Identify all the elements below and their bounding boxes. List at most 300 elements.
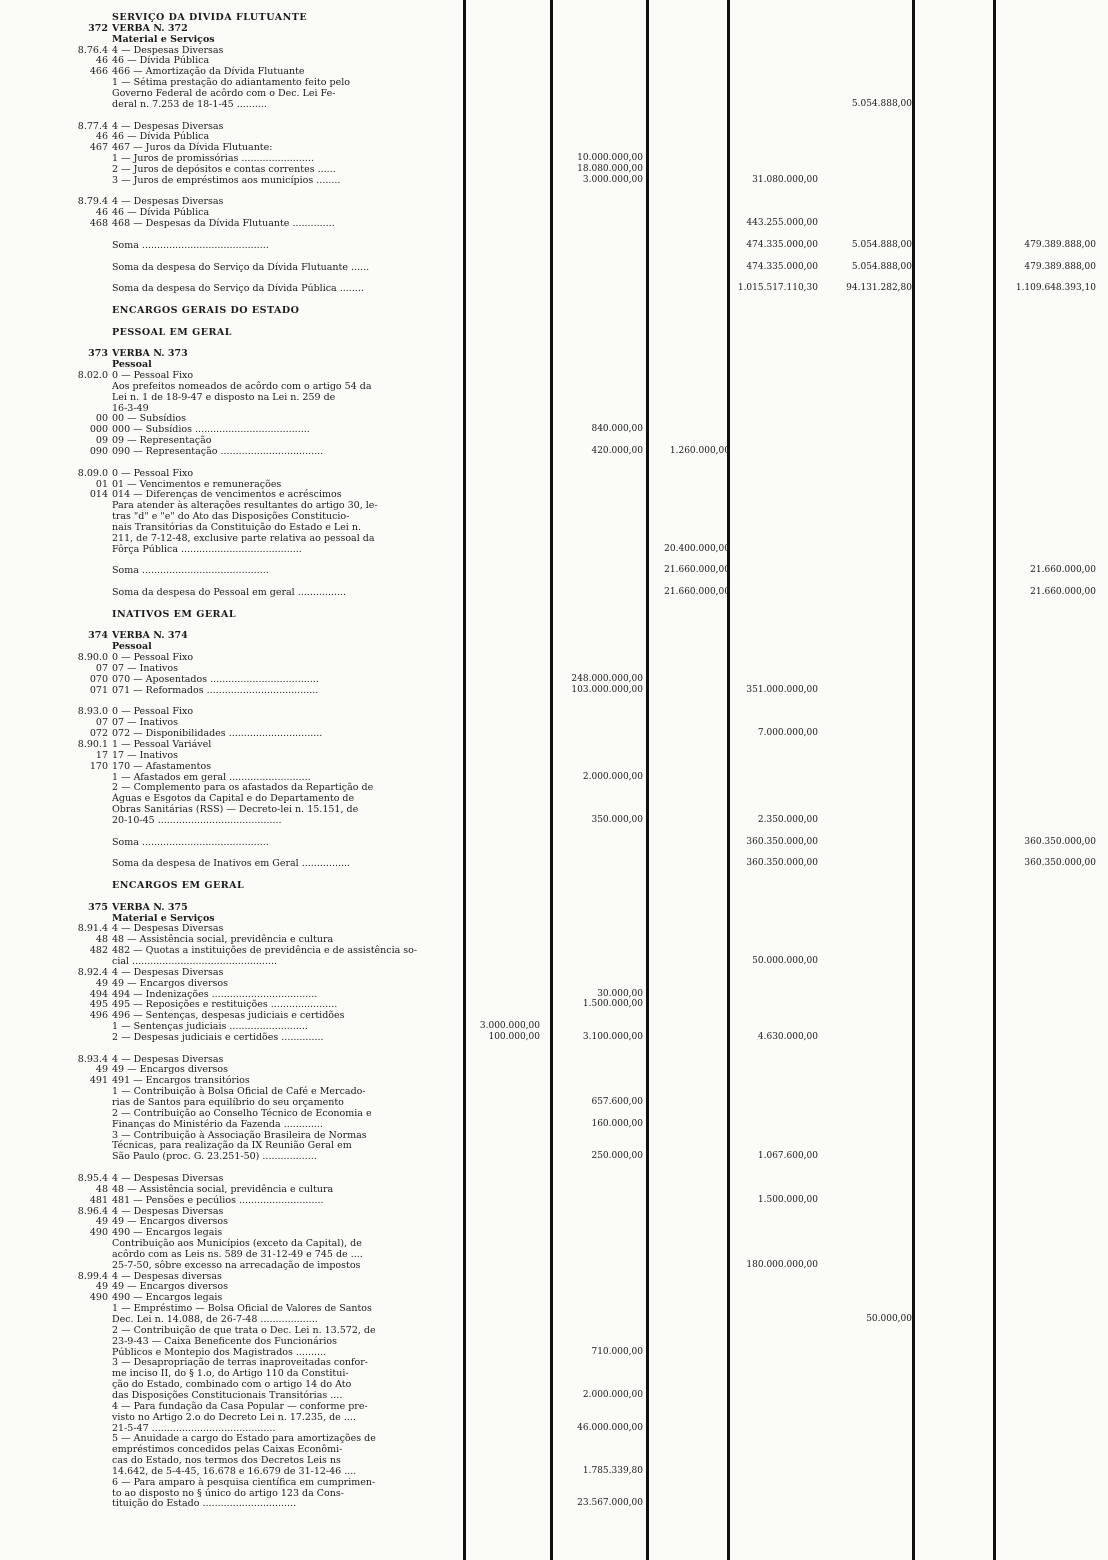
amount-c2: 23.567.000,00	[577, 1498, 643, 1509]
amount-c2: 248.000.000,00	[571, 673, 643, 684]
ledger-line	[0, 435, 1108, 446]
ledger-line	[0, 207, 1108, 218]
amount-c4: 474.335.000,00	[746, 261, 818, 272]
line-description: 5 — Anuidade a cargo do Estado para amortizações de	[112, 1433, 376, 1445]
ledger-line	[0, 1140, 1108, 1151]
ledger-line	[0, 66, 1108, 77]
line-code: 8.95.4	[77, 1172, 108, 1184]
ledger-line	[0, 880, 1108, 891]
line-description: 466 — Amortização da Dívida Flutuante	[112, 66, 305, 78]
line-description: VERBA N. 374	[112, 630, 188, 642]
ledger-line	[0, 131, 1108, 142]
line-description: Pessoal	[112, 359, 152, 371]
line-description: 2 — Juros de depósitos e contas correntes ......	[112, 163, 336, 175]
ledger-line	[0, 1336, 1108, 1347]
line-description: 0 — Pessoal Fixo	[112, 706, 194, 718]
line-code: 8.96.4	[77, 1205, 108, 1217]
ledger-line	[0, 175, 1108, 186]
ledger-line	[0, 77, 1108, 88]
line-description: 4 — Despesas Diversas	[112, 1205, 224, 1217]
ledger-line	[0, 251, 1108, 262]
ledger-line	[0, 1238, 1108, 1249]
line-description: 000 — Subsídios ......................................	[112, 424, 310, 436]
line-code: 48	[95, 934, 108, 946]
line-code: 8.91.4	[77, 923, 108, 935]
ledger-line	[0, 739, 1108, 750]
ledger-line	[0, 576, 1108, 587]
line-code: 48	[95, 1183, 108, 1195]
line-description: Soma da despesa de Inativos em Geral ................	[112, 858, 351, 870]
line-description: 46 — Dívida Pública	[112, 131, 210, 143]
line-description: 4 — Despesas Diversas	[112, 1172, 224, 1184]
ledger-line	[0, 23, 1108, 34]
line-description: 4 — Despesas Diversas	[112, 1053, 224, 1065]
ledger-line	[0, 424, 1108, 435]
amount-c5: 50.000,00	[866, 1314, 912, 1324]
line-description: Soma da despesa do Serviço da Dívida Flutuante ......	[112, 261, 370, 273]
ledger-line	[0, 902, 1108, 913]
ledger-line	[0, 522, 1108, 533]
line-description: Públicos e Montepio dos Magistrados ..........	[112, 1346, 327, 1358]
line-code: 46	[95, 55, 108, 67]
line-description: Soma ..........................................	[112, 836, 269, 848]
ledger-line	[0, 1195, 1108, 1206]
ledger-line	[0, 88, 1108, 99]
amount-c3: 20.400.000,00	[664, 543, 730, 554]
ledger-line	[0, 782, 1108, 793]
line-description: 16-3-49	[112, 402, 149, 414]
line-description: cial ................................................	[112, 955, 278, 967]
ledger-line	[0, 1043, 1108, 1054]
line-description: 25-7-50, sôbre excesso na arrecadação de impostos	[112, 1259, 361, 1271]
line-code: 090	[89, 446, 108, 457]
line-code: 8.77.4	[77, 120, 108, 132]
line-description: 09 — Representação	[112, 435, 212, 447]
ledger-line	[0, 1379, 1108, 1390]
amount-c4: 360.350.000,00	[746, 836, 818, 847]
line-description: 0 — Pessoal Fixo	[112, 370, 194, 382]
ledger-line	[0, 706, 1108, 717]
line-description: 4 — Despesas Diversas	[112, 120, 224, 132]
amount-c2: 103.000.000,00	[571, 684, 643, 695]
line-description: 1 — Pessoal Variável	[112, 738, 212, 750]
amount-c1: 100.000,00	[488, 1031, 540, 1042]
line-description: 48 — Assistência social, previdência e cultura	[112, 1183, 334, 1195]
amount-c2: 30.000,00	[597, 988, 643, 999]
amount-c4: 351.000.000,00	[746, 684, 818, 695]
amount-c4: 443.255.000,00	[746, 218, 818, 229]
ledger-line	[0, 565, 1108, 576]
ledger-line	[0, 1010, 1108, 1021]
amount-c2: 10.000.000,00	[577, 153, 643, 164]
amount-c5: 94.131.282,80	[846, 283, 912, 294]
line-code: 071	[89, 684, 108, 696]
ledger-line	[0, 327, 1108, 338]
ledger-line	[0, 1021, 1108, 1032]
line-code: 46	[95, 131, 108, 143]
line-description: Aos prefeitos nomeados de acôrdo com o artigo 54 da	[112, 380, 372, 392]
ledger-line	[0, 381, 1108, 392]
ledger-line	[0, 164, 1108, 175]
line-description: nais Transitórias da Constituição do Estado e Lei n.	[112, 521, 361, 533]
line-code: 8.93.0	[77, 706, 108, 718]
line-description: ção do Estado, combinado com o artigo 14 do Ato	[112, 1379, 352, 1391]
ledger-line	[0, 609, 1108, 620]
ledger-line	[0, 294, 1108, 305]
line-description: 49 — Encargos diversos	[112, 1281, 229, 1293]
ledger-line	[0, 1086, 1108, 1097]
line-description: rias de Santos para equilíbrio do seu orçamento	[112, 1097, 344, 1108]
line-description: 07 — Inativos	[112, 663, 178, 674]
amount-c4: 1.500.000,00	[757, 1194, 818, 1205]
line-code: 07	[95, 663, 108, 674]
line-code: 49	[95, 1064, 108, 1076]
line-description: 494 — Indenizações ...................................	[112, 988, 318, 1000]
line-description: 4 — Despesas Diversas	[112, 966, 224, 978]
line-description: 4 — Para fundação da Casa Popular — conforme pre-	[112, 1400, 368, 1412]
line-description: 46 — Dívida Pública	[112, 207, 210, 219]
ledger-line	[0, 1097, 1108, 1108]
line-code: 8.90.0	[77, 652, 108, 664]
ledger-line	[0, 121, 1108, 132]
ledger-line	[0, 370, 1108, 381]
line-description: 496 — Sentenças, despesas judiciais e certidões	[112, 1010, 345, 1022]
amount-c3: 1.260.000,00	[669, 446, 730, 456]
ledger-line	[0, 804, 1108, 815]
line-code: 49	[95, 977, 108, 989]
line-description: Material e Serviços	[112, 912, 215, 924]
ledger-line	[0, 945, 1108, 956]
amount-c6: 1.109.648.393,10	[1015, 283, 1096, 294]
amount-c4: 31.080.000,00	[752, 174, 818, 185]
line-description: 490 — Encargos legais	[112, 1227, 223, 1239]
line-description: to ao disposto no § único do artigo 123 da Cons-	[112, 1487, 344, 1499]
ledger-line	[0, 934, 1108, 945]
line-description: visto no Artigo 2.o do Decreto Lei n. 17.235, de ....	[112, 1411, 356, 1423]
ledger-line	[0, 750, 1108, 761]
line-description: 072 — Disponibilidades ...............................	[112, 728, 323, 740]
amount-c3: 21.660.000,00	[664, 587, 730, 598]
amount-c2: 18.080.000,00	[577, 163, 643, 174]
amount-c2: 1.500.000,00	[582, 999, 643, 1010]
ledger-line	[0, 1477, 1108, 1488]
ledger-line	[0, 1357, 1108, 1368]
ledger-line	[0, 218, 1108, 229]
line-description: Soma ..........................................	[112, 565, 269, 577]
ledger-line	[0, 153, 1108, 164]
line-code: 49	[95, 1216, 108, 1228]
line-description: 3 — Contribuição à Associação Brasileira de Normas	[112, 1129, 367, 1141]
line-description: 170 — Afastamentos	[112, 760, 212, 772]
amount-c2: 3.000.000,00	[582, 174, 643, 185]
ledger-line	[0, 1433, 1108, 1444]
ledger-line	[0, 674, 1108, 685]
line-description: 07 — Inativos	[112, 717, 178, 729]
line-code: 49	[95, 1281, 108, 1293]
line-code: 490	[89, 1292, 108, 1304]
line-description: 3 — Desapropriação de terras inaproveitadas confor-	[112, 1357, 369, 1369]
line-description: ENCARGOS EM GERAL	[112, 880, 245, 891]
line-description: Soma ..........................................	[112, 239, 269, 251]
line-description: VERBA N. 373	[112, 348, 188, 360]
line-description: Pessoal	[112, 641, 152, 653]
ledger-line	[0, 1444, 1108, 1455]
ledger-line	[0, 620, 1108, 631]
ledger-line	[0, 468, 1108, 479]
ledger-line	[0, 1130, 1108, 1141]
ledger-line	[0, 316, 1108, 327]
line-description: 49 — Encargos diversos	[112, 977, 229, 989]
amount-c6: 360.350.000,00	[1024, 858, 1096, 869]
ledger-line	[0, 392, 1108, 403]
ledger-line	[0, 12, 1108, 23]
line-code: 490	[89, 1227, 108, 1239]
line-code: 07	[95, 717, 108, 729]
line-description: 2 — Complemento para os afastados da Repartição de	[112, 782, 374, 794]
line-description: Soma da despesa do Pessoal em geral ................	[112, 587, 347, 599]
line-description: Contribuição aos Municípios (exceto da Capital), de	[112, 1238, 362, 1250]
amount-c3: 21.660.000,00	[664, 565, 730, 576]
ledger-line	[0, 641, 1108, 652]
ledger-line	[0, 544, 1108, 555]
line-description: 468 — Despesas da Dívida Flutuante ..............	[112, 218, 335, 230]
ledger-line	[0, 533, 1108, 544]
line-code: 373	[88, 348, 108, 360]
ledger-line	[0, 110, 1108, 121]
ledger-line	[0, 891, 1108, 902]
ledger-line	[0, 999, 1108, 1010]
line-description: 482 — Quotas a instituições de previdência e de assistência so-	[112, 945, 418, 957]
line-description: INATIVOS EM GERAL	[112, 608, 237, 620]
line-description: 4 — Despesas diversas	[112, 1270, 222, 1282]
ledger-line	[0, 1075, 1108, 1086]
ledger-line	[0, 761, 1108, 772]
line-description: 4 — Despesas Diversas	[112, 196, 224, 208]
line-code: 8.09.0	[77, 467, 108, 479]
line-description: tras "d" e "e" do Ato das Disposições Constitucio-	[112, 511, 350, 523]
amount-c4: 474.335.000,00	[746, 239, 818, 250]
line-code: 09	[95, 435, 108, 447]
ledger-line	[0, 1227, 1108, 1238]
line-description: empréstimos concedidos pelas Caixas Econômi-	[112, 1444, 343, 1456]
ledger-line	[0, 728, 1108, 739]
line-description: 495 — Reposições e restituições ......................	[112, 999, 338, 1011]
line-description: 070 — Aposentados ....................................	[112, 673, 319, 685]
ledger-line	[0, 717, 1108, 728]
ledger-line	[0, 1488, 1108, 1499]
ledger-line	[0, 858, 1108, 869]
ledger-line	[0, 1249, 1108, 1260]
line-description: Material e Serviços	[112, 33, 215, 45]
line-code: 8.90.1	[77, 738, 108, 750]
amount-c5: 5.054.888,00	[851, 98, 912, 109]
line-description: 2 — Contribuição ao Conselho Técnico de Economia e	[112, 1107, 372, 1119]
ledger-line	[0, 1303, 1108, 1314]
ledger-line	[0, 305, 1108, 316]
line-description: 2 — Contribuição de que trata o Dec. Lei n. 13.572, de	[112, 1324, 376, 1336]
amount-c4: 7.000.000,00	[757, 728, 818, 739]
amount-c2: 46.000.000,00	[577, 1422, 643, 1433]
ledger-line	[0, 587, 1108, 598]
ledger-line	[0, 1151, 1108, 1162]
ledger-line	[0, 1466, 1108, 1477]
line-code: 482	[89, 945, 108, 957]
line-code: 495	[89, 999, 108, 1011]
line-code: 494	[89, 988, 108, 1000]
line-code: 00	[95, 413, 108, 425]
ledger-line	[0, 413, 1108, 424]
ledger-line	[0, 1423, 1108, 1434]
ledger-line	[0, 142, 1108, 153]
ledger-line	[0, 598, 1108, 609]
line-description: São Paulo (proc. G. 23.251-50) ..................	[112, 1151, 317, 1163]
line-code: 8.02.0	[77, 370, 108, 382]
amount-c6: 21.660.000,00	[1030, 587, 1096, 598]
ledger-line	[0, 186, 1108, 197]
ledger-line	[0, 262, 1108, 273]
ledger-line	[0, 837, 1108, 848]
ledger-line	[0, 1390, 1108, 1401]
ledger-line	[0, 1173, 1108, 1184]
amount-c6: 479.389.888,00	[1024, 261, 1096, 272]
amount-c2: 657.600,00	[591, 1097, 643, 1107]
line-description: Obras Sanitárias (RSS) — Decreto-lei n. 15.151, de	[112, 804, 359, 816]
ledger-line	[0, 869, 1108, 880]
line-description: 4 — Despesas Diversas	[112, 44, 224, 56]
ledger-line	[0, 685, 1108, 696]
line-description: Águas e Esgotos da Capital e do Departamento de	[112, 793, 355, 805]
ledger-line	[0, 696, 1108, 707]
ledger-line	[0, 489, 1108, 500]
ledger-line	[0, 1119, 1108, 1130]
line-code: 8.76.4	[77, 44, 108, 56]
ledger-line	[0, 403, 1108, 414]
line-code: 496	[89, 1010, 108, 1022]
ledger-line	[0, 196, 1108, 207]
amount-c4: 1.067.600,00	[757, 1151, 818, 1162]
line-code: 072	[89, 728, 108, 740]
line-code: 374	[88, 630, 108, 642]
line-description: 48 — Assistência social, previdência e cultura	[112, 934, 334, 946]
line-description: Para atender às alterações resultantes do artigo 30, le-	[112, 500, 378, 512]
line-description: 481 — Pensões e pecúlios ............................	[112, 1194, 324, 1206]
ledger-line	[0, 1281, 1108, 1292]
line-code: 8.99.4	[77, 1270, 108, 1282]
amount-c4: 2.350.000,00	[757, 814, 818, 825]
amount-c2: 2.000.000,00	[582, 1389, 643, 1400]
line-code: 466	[89, 66, 108, 78]
line-description: VERBA N. 375	[112, 901, 188, 913]
line-description: 1 — Sétima prestação do adiantamento feito pelo	[112, 77, 350, 89]
ledger-line	[0, 555, 1108, 566]
line-description: 4 — Despesas Diversas	[112, 923, 224, 935]
ledger-line	[0, 511, 1108, 522]
ledger-line	[0, 1064, 1108, 1075]
line-code: 375	[88, 901, 108, 913]
line-description: 23-9-43 — Caixa Beneficente dos Funcionários	[112, 1335, 337, 1347]
ledger-line	[0, 1292, 1108, 1303]
ledger-line	[0, 815, 1108, 826]
line-description: PESSOAL EM GERAL	[112, 326, 232, 338]
line-description: 490 — Encargos legais	[112, 1292, 223, 1304]
line-code: 070	[89, 673, 108, 685]
line-description: 1 — Juros de promissórias ........................	[112, 153, 314, 165]
ledger-line	[0, 34, 1108, 45]
line-description: das Disposições Constitucionais Transitórias ....	[112, 1389, 343, 1401]
ledger-line	[0, 1260, 1108, 1271]
line-description: Fôrça Pública ........................................	[112, 543, 302, 555]
line-description: 21-5-47 .........................................	[112, 1422, 276, 1434]
ledger-line	[0, 1162, 1108, 1173]
line-code: 481	[89, 1194, 108, 1206]
ledger-line	[0, 826, 1108, 837]
amount-c4: 180.000.000,00	[746, 1259, 818, 1270]
line-description: SERVIÇO DA DÍVIDA FLUTUANTE	[112, 12, 308, 23]
line-description: Soma da despesa do Serviço da Dívida Pública ........	[112, 283, 364, 295]
ledger-line	[0, 1216, 1108, 1227]
amount-c6: 21.660.000,00	[1030, 565, 1096, 576]
amount-c4: 50.000.000,00	[752, 955, 818, 966]
ledger-line	[0, 1054, 1108, 1065]
line-code: 491	[89, 1075, 108, 1087]
amount-c6: 479.389.888,00	[1024, 239, 1096, 250]
line-description: Técnicas, para realização da IX Reunião Geral em	[112, 1140, 352, 1152]
line-description: VERBA N. 372	[112, 22, 188, 34]
ledger-line	[0, 1412, 1108, 1423]
amount-c1: 3.000.000,00	[479, 1021, 540, 1032]
ledger-line	[0, 978, 1108, 989]
amount-c2: 840.000,00	[591, 424, 643, 435]
line-description: 1 — Contribuição à Bolsa Oficial de Café e Mercado-	[112, 1086, 366, 1098]
ledger-line	[0, 348, 1108, 359]
line-description: 014 — Diferenças de vencimentos e acréscimos	[112, 489, 342, 501]
line-description: 0 — Pessoal Fixo	[112, 652, 194, 664]
line-description: 17 — Inativos	[112, 749, 178, 761]
amount-c2: 160.000,00	[591, 1118, 643, 1129]
ledger-line	[0, 240, 1108, 251]
ledger-line	[0, 1455, 1108, 1466]
line-description: 467 — Juros da Dívida Flutuante:	[112, 142, 273, 154]
ledger-line	[0, 847, 1108, 858]
amount-c2: 420.000,00	[591, 446, 643, 456]
line-description: deral n. 7.253 de 18-1-45 ..........	[112, 98, 267, 110]
ledger-line	[0, 359, 1108, 370]
line-code: 8.79.4	[77, 196, 108, 208]
line-code: 8.92.4	[77, 966, 108, 978]
line-description: 1 — Afastados em geral ...........................	[112, 771, 311, 783]
line-description: 01 — Vencimentos e remunerações	[112, 478, 282, 490]
line-description: 090 — Representação ..................................	[112, 446, 324, 457]
line-code: 467	[89, 142, 108, 154]
ledger-line	[0, 479, 1108, 490]
ledger-line	[0, 1498, 1108, 1509]
line-description: 49 — Encargos diversos	[112, 1216, 229, 1228]
ledger-line	[0, 1184, 1108, 1195]
line-description: Finanças do Ministério da Fazenda .............	[112, 1118, 323, 1130]
line-description: ENCARGOS GERAIS DO ESTADO	[112, 304, 300, 316]
ledger-line	[0, 229, 1108, 240]
ledger-line	[0, 913, 1108, 924]
ledger-line	[0, 446, 1108, 457]
ledger-line	[0, 283, 1108, 294]
amount-c4: 1.015.517.110,30	[737, 283, 818, 294]
line-description: 0 — Pessoal Fixo	[112, 467, 194, 479]
ledger-line	[0, 272, 1108, 283]
ledger-line	[0, 1271, 1108, 1282]
amount-c4: 4.630.000,00	[757, 1031, 818, 1042]
line-code: 468	[89, 218, 108, 230]
line-code: 8.93.4	[77, 1053, 108, 1065]
